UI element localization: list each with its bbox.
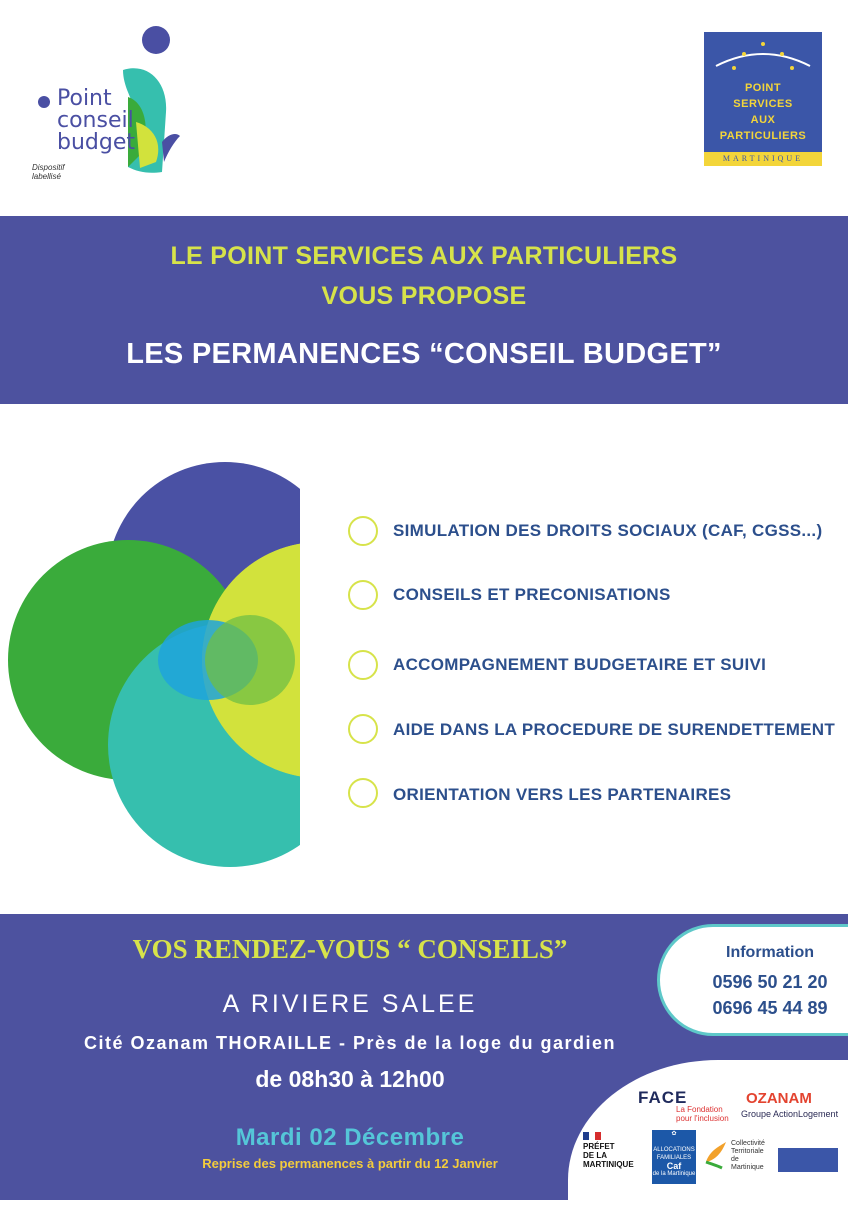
- service-item-1: SIMULATION DES DROITS SOCIAUX (CAF, CGSS...): [393, 521, 823, 540]
- ozanam-logo: OZANAM: [746, 1090, 812, 1107]
- banner-line1: LE POINT SERVICES AUX PARTICULIERS: [170, 242, 678, 270]
- banner-title: LES PERMANENCES “CONSEIL BUDGET”: [126, 338, 722, 370]
- hummingbird-icon: [702, 1140, 728, 1170]
- psp-logo-text: [704, 80, 822, 144]
- service-bullet-icon: [348, 516, 378, 546]
- caf-line1: ALLOCATIONS: [653, 1147, 695, 1153]
- decorative-circles-graphic: [0, 460, 370, 910]
- prefet-line3: MARTINIQUE: [583, 1160, 634, 1169]
- psp-line4: PARTICULIERS: [719, 130, 807, 142]
- phone-number-2[interactable]: 0696 45 44 89: [712, 998, 828, 1018]
- prefet-line2: DE LA: [583, 1151, 607, 1160]
- pcb-line2: conseil: [57, 108, 134, 133]
- service-item-3: ACCOMPAGNEMENT BUDGETAIRE ET SUIVI: [393, 655, 767, 674]
- pcb-subtitle: Dispositif labellisé: [32, 163, 65, 181]
- pcb-line3: budget: [57, 130, 135, 155]
- banner-line2: VOUS PROPOSE: [321, 282, 527, 310]
- information-title: Information: [726, 944, 814, 961]
- caf-logo: [652, 1130, 696, 1184]
- ctm-logo: [702, 1140, 772, 1180]
- caf-line3: Caf: [666, 1161, 682, 1171]
- caf-line4: de la Martinique: [652, 1171, 696, 1177]
- service-bullet-icon: [348, 714, 378, 744]
- service-item-2: CONSEILS ET PRECONISATIONS: [393, 585, 671, 604]
- psp-martinique-bar: MARTINIQUE: [704, 152, 822, 166]
- psp-line3: AUX: [750, 114, 776, 126]
- prefet-line1: PRÉFET: [583, 1142, 615, 1151]
- ctm-line3: de Martinique: [731, 1156, 764, 1171]
- service-bullet-icon: [348, 778, 378, 808]
- service-bullet-icon: [348, 650, 378, 680]
- psp-line1: POINT: [744, 82, 782, 94]
- face-sub-line1: La Fondation: [676, 1105, 723, 1114]
- pcb-dot-icon: [38, 96, 50, 108]
- face-logo-subtitle: [676, 1105, 729, 1123]
- cgss-logo: [778, 1148, 838, 1172]
- pcb-logo-text: [57, 88, 135, 154]
- rdv-title: VOS RENDEZ-VOUS “ CONSEILS”: [132, 934, 568, 964]
- psp-line2: SERVICES: [733, 98, 793, 110]
- french-flag-icon: [583, 1132, 601, 1140]
- caf-line2: FAMILIALES: [656, 1155, 692, 1161]
- phone-number-1[interactable]: 0596 50 21 20: [712, 972, 828, 992]
- pcb-line1: Point: [57, 86, 112, 111]
- rdv-address: Cité Ozanam THORAILLE - Près de la loge du gardien: [83, 1033, 617, 1053]
- rdv-city: A RIVIERE SALEE: [222, 990, 478, 1018]
- service-item-4: AIDE DANS LA PROCEDURE DE SURENDETTEMENT: [393, 720, 836, 739]
- rdv-resume-note: Reprise des permanences à partir du 12 Janvier: [202, 1156, 498, 1171]
- ctm-line2: Territoriale: [731, 1148, 764, 1155]
- caf-emblem-icon: ✿: [671, 1131, 677, 1137]
- rdv-hours: de 08h30 à 12h00: [255, 1066, 445, 1092]
- prefet-martinique-logo: [583, 1132, 634, 1169]
- face-logo: FACE: [638, 1088, 688, 1107]
- rdv-date: Mardi 02 Décembre: [235, 1124, 465, 1151]
- face-sub-line2: pour l'inclusion: [676, 1114, 729, 1123]
- ozanam-subtitle: Groupe ActionLogement: [741, 1109, 839, 1119]
- service-bullet-icon: [348, 580, 378, 610]
- ctm-line1: Collectivité: [731, 1140, 765, 1147]
- service-item-5: ORIENTATION VERS LES PARTENAIRES: [393, 785, 732, 804]
